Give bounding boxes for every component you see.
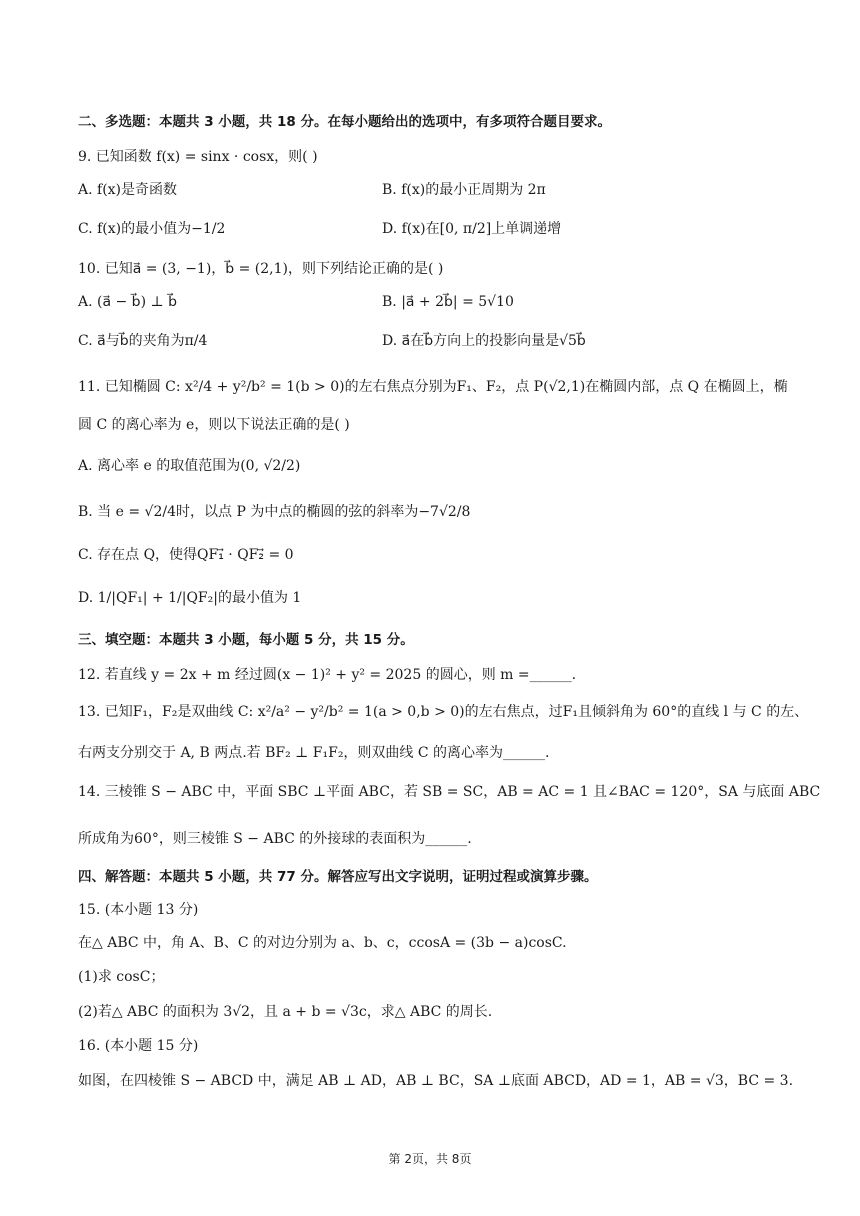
question-14-line-1: 14. 三棱锥 S − ABC 中，平面 SBC ⊥平面 ABC，若 SB = SC，AB = AC = 1 且∠BAC = 120°，SA 与底面 ABC — [78, 784, 821, 800]
question-16-heading: 16. (本小题 15 分) — [78, 1038, 199, 1054]
question-11-stem-line-2: 圆 C 的离心率为 e，则以下说法正确的是( ) — [78, 417, 350, 433]
section-fill-in-heading: 三、填空题：本题共 3 小题，每小题 5 分，共 15 分。 — [78, 632, 414, 648]
question-10-option-d: D. a⃗在b⃗方向上的投影向量是√5b⃗ — [382, 333, 586, 349]
question-15-heading: 15. (本小题 13 分) — [78, 902, 199, 918]
question-10-stem: 10. 已知a⃗ = (3, −1)，b⃗ = (2,1)，则下列结论正确的是( ) — [78, 261, 444, 277]
question-13-line-2: 右两支分别交于 A, B 两点.若 BF₂ ⊥ F₁F₂，则双曲线 C 的离心率为______. — [78, 745, 550, 761]
section-solution-heading: 四、解答题：本题共 5 小题，共 77 分。解答应写出文字说明，证明过程或演算步骤。 — [78, 869, 598, 885]
question-11-option-a: A. 离心率 e 的取值范围为(0, √2/2) — [78, 458, 301, 474]
question-11-stem-line-1: 11. 已知椭圆 C: x²/4 + y²/b² = 1(b > 0)的左右焦点分别为F₁、F₂，点 P(√2,1)在椭圆内部，点 Q 在椭圆上，椭 — [78, 379, 788, 395]
question-16-line-1: 如图，在四棱锥 S − ABCD 中，满足 AB ⊥ AD，AB ⊥ BC，SA ⊥底面 ABCD，AD = 1，AB = √3，BC = 3. — [78, 1073, 794, 1089]
question-10-option-b: B. |a⃗ + 2b⃗| = 5√10 — [382, 294, 514, 310]
question-9-option-c: C. f(x)的最小值为−1/2 — [78, 221, 226, 237]
question-11-option-c: C. 存在点 Q，使得QF₁⃗ · QF₂⃗ = 0 — [78, 547, 294, 563]
question-12: 12. 若直线 y = 2x + m 经过圆(x − 1)² + y² = 2025 的圆心，则 m =______. — [78, 667, 577, 683]
page-footer: 第 2页，共 8页 — [388, 1152, 472, 1166]
question-9-option-b: B. f(x)的最小正周期为 2π — [382, 182, 546, 198]
question-9-option-d: D. f(x)在[0, π/2]上单调递增 — [382, 221, 562, 237]
question-14-line-2: 所成角为60°，则三棱锥 S − ABC 的外接球的表面积为______. — [78, 831, 472, 847]
section-multiple-choice-heading: 二、多选题：本题共 3 小题，共 18 分。在每小题给出的选项中，有多项符合题目要求。 — [78, 114, 611, 130]
question-15-part-2: (2)若△ ABC 的面积为 3√2，且 a + b = √3c，求△ ABC 的周长. — [78, 1004, 493, 1020]
question-15-part-1: (1)求 cosC； — [78, 969, 165, 985]
question-10-option-a: A. (a⃗ − b⃗) ⊥ b⃗ — [78, 294, 177, 310]
question-13-line-1: 13. 已知F₁，F₂是双曲线 C: x²/a² − y²/b² = 1(a > 0,b > 0)的左右焦点，过F₁且倾斜角为 60°的直线 l 与 C 的左、 — [78, 704, 809, 720]
question-11-option-b: B. 当 e = √2/4时，以点 P 为中点的椭圆的弦的斜率为−7√2/8 — [78, 504, 471, 520]
question-15-line-1: 在△ ABC 中，角 A、B、C 的对边分别为 a、b、c，ccosA = (3b − a)cosC. — [78, 935, 567, 951]
question-11-option-d: D. 1/|QF₁| + 1/|QF₂|的最小值为 1 — [78, 590, 302, 606]
question-9-option-a: A. f(x)是奇函数 — [78, 182, 178, 198]
exam-page — [78, 0, 821, 1216]
question-10-option-c: C. a⃗与b⃗的夹角为π/4 — [78, 333, 208, 349]
question-9-stem: 9. 已知函数 f(x) = sinx · cosx，则( ) — [78, 149, 318, 165]
